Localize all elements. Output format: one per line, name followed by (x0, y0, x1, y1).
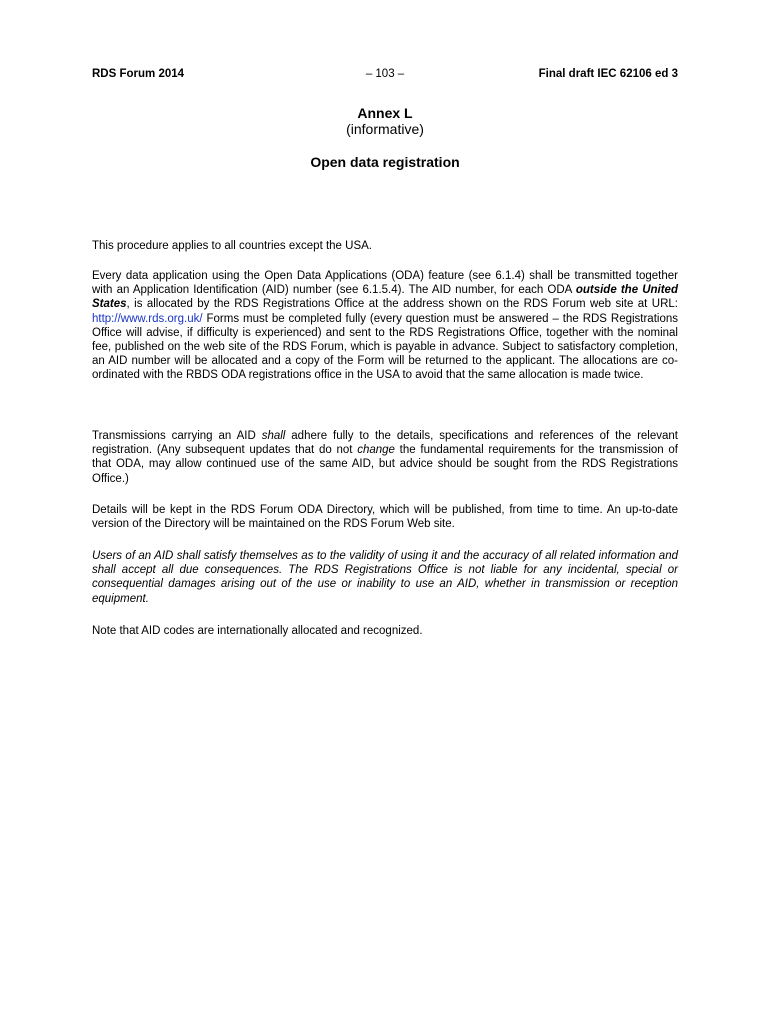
paragraph-note: Note that AID codes are internationally allocated and recognized. (92, 625, 423, 637)
paragraph-transmissions (92, 429, 678, 486)
italic-text: shall (261, 430, 286, 442)
emphasis-text: outside the United States (92, 284, 678, 311)
paragraph-text: Transmissions carrying an AID (92, 430, 262, 442)
paragraph-text: , is allocated by the RDS Registrations Office at the address shown on the RDS Forum web site at URL: (126, 298, 678, 311)
header-organization: RDS Forum 2014 (92, 68, 185, 80)
paragraph-text: Forms must be completed fully (every question must be answered – the RDS Registrations Office will advise, if difficulty is experienced) and sent to the RDS Registrations Office, together with the nominal fee, published on the web site of the RDS Forum, which is payable in advance. Subject to satisfactory completion, an AID number will be allocated and a copy of the Form will be returned to the applicant. The allocations are co-ordinated with the RBDS ODA registrations office in the USA to avoid that the same allocation is made twice. (92, 312, 678, 382)
paragraph-registration (92, 269, 678, 383)
italic-text: change (357, 444, 395, 457)
annex-subtitle: (informative) (346, 121, 424, 137)
paragraph-text: Every data application using the Open Data Applications (ODA) feature (see 6.1.4) shall be transmitted together with an Application Identification (AID) number (see 6.1.5.4). The AID number, for each ODA (92, 270, 678, 297)
paragraph-disclaimer: Users of an AID shall satisfy themselves as to the validity of using it and the accuracy of all related information and shall accept all due consequences. The RDS Registrations Office is not liable for any incidental, special or consequential damages arising out of the use or inability to use an AID, whether in transmission or reception equipment. (92, 550, 678, 605)
paragraph-directory: Details will be kept in the RDS Forum ODA Directory, which will be published, from time to time. An up-to-date version of the Directory will be maintained on the RDS Forum Web site. (92, 504, 678, 531)
section-title: Open data registration (310, 154, 460, 170)
rds-forum-link[interactable]: http://www.rds.org.uk/ (92, 312, 203, 325)
paragraph-text: the fundamental requirements for the transmission of that ODA, may allow continued use of the same AID, but advice should be sought from the RDS Registrations Office.) (92, 444, 678, 485)
paragraph-scope: This procedure applies to all countries except the USA. (92, 240, 372, 252)
header-document-id: Final draft IEC 62106 ed 3 (538, 68, 678, 80)
annex-title: Annex L (357, 105, 413, 121)
paragraph-text: adhere fully to the details, specifications and references of the relevant registration. (Any subsequent updates that do not (92, 430, 678, 457)
page-number: – 103 – (365, 68, 405, 80)
page-header (92, 68, 678, 84)
